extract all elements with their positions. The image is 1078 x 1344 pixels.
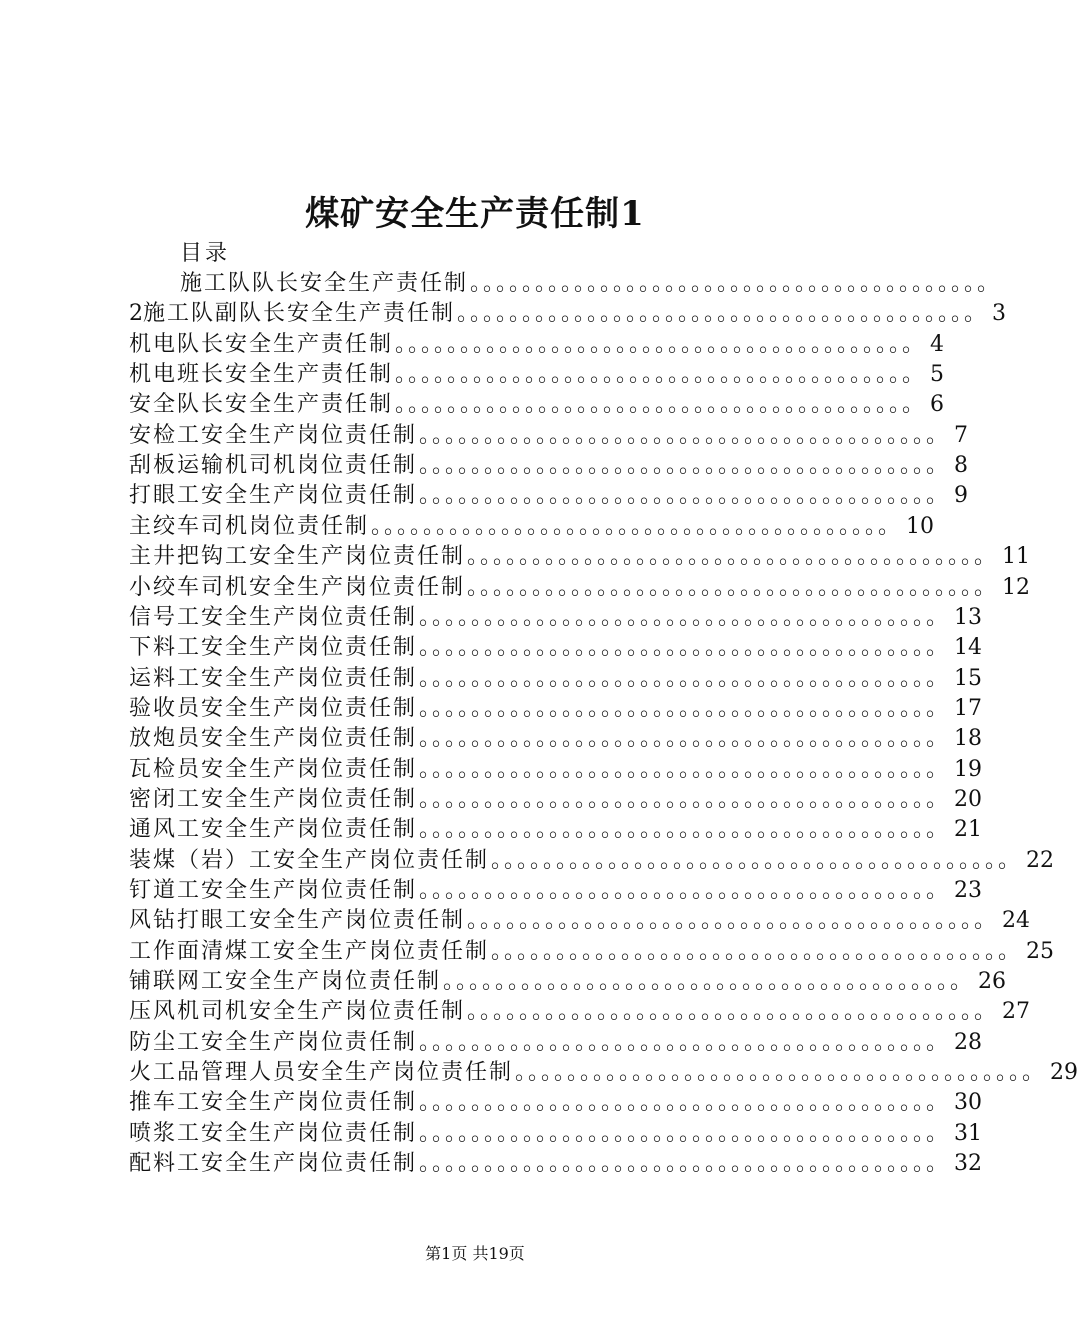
toc-entry-leader-dots: 。。。。。。。。。。。。。。。。。。。。。。。。。。。。。。。。。。。。。。。。 bbox=[419, 817, 951, 842]
toc-entry[interactable] bbox=[129, 573, 1031, 603]
toc-entry-label: 安检工安全生产岗位责任制 bbox=[129, 423, 418, 448]
toc-entry-page-number: 19 bbox=[954, 757, 983, 782]
toc-entry[interactable] bbox=[129, 724, 983, 754]
toc-entry-page-number: 30 bbox=[954, 1090, 983, 1115]
toc-entry[interactable] bbox=[129, 906, 1031, 936]
toc-entry-leader-dots: 。。。。。。。。。。。。。。。。。。。。。。。。。。。。。。。。。。。。。。。。 bbox=[419, 1151, 951, 1176]
toc-entry-page-number: 24 bbox=[1002, 908, 1031, 933]
toc-entry-label: 下料工安全生产岗位责任制 bbox=[129, 635, 418, 660]
toc-entry-label: 信号工安全生产岗位责任制 bbox=[129, 605, 418, 630]
toc-entry[interactable] bbox=[129, 330, 945, 360]
toc-entry-leader-dots: 。。。。。。。。。。。。。。。。。。。。。。。。。。。。。。。。。。。。。。。。 bbox=[419, 726, 951, 751]
toc-entry-label: 压风机司机安全生产岗位责任制 bbox=[129, 999, 466, 1024]
toc-entry[interactable] bbox=[129, 937, 1055, 967]
toc-entry-page-number: 27 bbox=[1002, 999, 1031, 1024]
toc-entry-page-number: 31 bbox=[954, 1121, 983, 1146]
toc-entry[interactable] bbox=[129, 481, 969, 511]
toc-entry-leader-dots: 。。。。。。。。。。。。。。。。。。。。。。。。。。。。。。。。。。。。。。。。 bbox=[457, 301, 989, 326]
toc-entry-page-number: 5 bbox=[930, 362, 945, 387]
toc-entry-label: 施工队副队长安全生产责任制 bbox=[143, 301, 456, 326]
toc-entry-page-number: 28 bbox=[954, 1030, 983, 1055]
toc-entry-leader-dots: 。。。。。。。。。。。。。。。。。。。。。。。。。。。。。。。。。。。。。。。。 bbox=[419, 757, 951, 782]
toc-entry[interactable] bbox=[129, 785, 983, 815]
toc-entry-leader-dots: 。。。。。。。。。。。。。。。。。。。。。。。。。。。。。。。。。。。。。。。。 bbox=[419, 635, 951, 660]
toc-entry-label: 施工队队长安全生产责任制 bbox=[180, 271, 469, 296]
toc-entry[interactable] bbox=[129, 390, 945, 420]
toc-entry-leader-dots: 。。。。。。。。。。。。。。。。。。。。。。。。。。。。。。。。。。。。。。。。 bbox=[419, 696, 951, 721]
toc-entry-label: 风钻打眼工安全生产岗位责任制 bbox=[129, 908, 466, 933]
toc-entry-leader-dots: 。。。。。。。。。。。。。。。。。。。。。。。。。。。。。。。。。。。。。。。。 bbox=[419, 1090, 951, 1115]
toc-entry-page-number: 18 bbox=[954, 726, 983, 751]
toc-entry[interactable] bbox=[180, 269, 1002, 299]
toc-entry-leader-dots: 。。。。。。。。。。。。。。。。。。。。。。。。。。。。。。。。。。。。。。。。 bbox=[419, 605, 951, 630]
toc-entry-label: 主绞车司机岗位责任制 bbox=[129, 514, 370, 539]
toc-entry-label: 安全队长安全生产责任制 bbox=[129, 392, 394, 417]
toc-entry-leader-dots: 。。。。。。。。。。。。。。。。。。。。。。。。。。。。。。。。。。。。。。。。 bbox=[371, 514, 903, 539]
toc-entry[interactable] bbox=[129, 997, 1031, 1027]
toc-entry-label: 瓦检员安全生产岗位责任制 bbox=[129, 757, 418, 782]
toc-entry-page-number: 20 bbox=[954, 787, 983, 812]
toc-entry-leader-dots: 。。。。。。。。。。。。。。。。。。。。。。。。。。。。。。。。。。。。。。。。 bbox=[467, 908, 999, 933]
page-footer: 第1页 共19页 bbox=[425, 1244, 525, 1263]
toc-entry[interactable] bbox=[129, 299, 1007, 329]
toc-entry[interactable] bbox=[129, 1119, 983, 1149]
toc-entry[interactable] bbox=[129, 512, 935, 542]
toc-entry-leader-dots: 。。。。。。。。。。。。。。。。。。。。。。。。。。。。。。。。。。。。。。。。 bbox=[470, 271, 1002, 296]
toc-entry-page-number: 3 bbox=[992, 301, 1007, 326]
toc-entry[interactable] bbox=[129, 846, 1055, 876]
toc-entry[interactable] bbox=[129, 967, 1007, 997]
toc-entry-label: 机电班长安全生产责任制 bbox=[129, 362, 394, 387]
toc-entry-label: 配料工安全生产岗位责任制 bbox=[129, 1151, 418, 1176]
toc-entry[interactable] bbox=[129, 633, 983, 663]
toc-entry-page-number: 6 bbox=[930, 392, 945, 417]
toc-entry-label: 验收员安全生产岗位责任制 bbox=[129, 696, 418, 721]
toc-entry-leader-dots: 。。。。。。。。。。。。。。。。。。。。。。。。。。。。。。。。。。。。。。。。 bbox=[419, 1030, 951, 1055]
toc-entry-page-number: 26 bbox=[978, 969, 1007, 994]
toc-entry-leader-dots: 。。。。。。。。。。。。。。。。。。。。。。。。。。。。。。。。。。。。。。。。 bbox=[419, 878, 951, 903]
toc-entry[interactable] bbox=[129, 755, 983, 785]
toc-entry[interactable] bbox=[129, 694, 983, 724]
toc-entry-leader-dots: 。。。。。。。。。。。。。。。。。。。。。。。。。。。。。。。。。。。。。。。。 bbox=[467, 544, 999, 569]
toc-entry-leader-dots: 。。。。。。。。。。。。。。。。。。。。。。。。。。。。。。。。。。。。。。。。 bbox=[419, 483, 951, 508]
toc-entry[interactable] bbox=[129, 360, 945, 390]
toc-entry-label: 主井把钩工安全生产岗位责任制 bbox=[129, 544, 466, 569]
toc-entry-leader-dots: 。。。。。。。。。。。。。。。。。。。。。。。。。。。。。。。。。。。。。。。。 bbox=[395, 332, 927, 357]
toc-entry-page-number: 25 bbox=[1026, 939, 1055, 964]
toc-entry-leader-dots: 。。。。。。。。。。。。。。。。。。。。。。。。。。。。。。。。。。。。。。。。 bbox=[419, 787, 951, 812]
toc-entry[interactable] bbox=[129, 542, 1031, 572]
toc-entry-page-number: 23 bbox=[954, 878, 983, 903]
toc-entry-leader-dots: 。。。。。。。。。。。。。。。。。。。。。。。。。。。。。。。。。。。。。。。。 bbox=[491, 939, 1023, 964]
toc-entry-leader-dots: 。。。。。。。。。。。。。。。。。。。。。。。。。。。。。。。。。。。。。。。。 bbox=[467, 999, 999, 1024]
toc-entry-page-number: 11 bbox=[1002, 544, 1031, 569]
toc-entry-label: 通风工安全生产岗位责任制 bbox=[129, 817, 418, 842]
toc-entry-label: 机电队长安全生产责任制 bbox=[129, 332, 394, 357]
toc-entry-label: 防尘工安全生产岗位责任制 bbox=[129, 1030, 418, 1055]
toc-entry-leader-dots: 。。。。。。。。。。。。。。。。。。。。。。。。。。。。。。。。。。。。。。。。 bbox=[491, 848, 1023, 873]
toc-heading: 目录 bbox=[180, 241, 231, 266]
toc-entry-page-number: 14 bbox=[954, 635, 983, 660]
toc-entry-label: 密闭工安全生产岗位责任制 bbox=[129, 787, 418, 812]
toc-entry[interactable] bbox=[129, 1028, 983, 1058]
toc-entry[interactable] bbox=[129, 1149, 983, 1179]
toc-entry-label: 钉道工安全生产岗位责任制 bbox=[129, 878, 418, 903]
toc-entry-label: 推车工安全生产岗位责任制 bbox=[129, 1090, 418, 1115]
toc-entry-page-number: 17 bbox=[954, 696, 983, 721]
toc-entry-prefix: 2 bbox=[129, 301, 143, 326]
toc-entry[interactable] bbox=[129, 1058, 1078, 1088]
toc-entry-leader-dots: 。。。。。。。。。。。。。。。。。。。。。。。。。。。。。。。。。。。。。。。。 bbox=[467, 575, 999, 600]
toc-entry-label: 小绞车司机安全生产岗位责任制 bbox=[129, 575, 466, 600]
toc-entry-leader-dots: 。。。。。。。。。。。。。。。。。。。。。。。。。。。。。。。。。。。。。。。。 bbox=[419, 423, 951, 448]
toc-entry-page-number: 15 bbox=[954, 666, 983, 691]
toc-entry[interactable] bbox=[129, 603, 983, 633]
document-title: 煤矿安全生产责任制1 bbox=[305, 194, 645, 234]
toc-entry-label: 打眼工安全生产岗位责任制 bbox=[129, 483, 418, 508]
toc-entry-page-number: 4 bbox=[930, 332, 945, 357]
toc-entry-label: 铺联网工安全生产岗位责任制 bbox=[129, 969, 442, 994]
toc-entry[interactable] bbox=[129, 421, 969, 451]
toc-entry-page-number: 8 bbox=[954, 453, 969, 478]
toc-entry-leader-dots: 。。。。。。。。。。。。。。。。。。。。。。。。。。。。。。。。。。。。。。。。 bbox=[443, 969, 975, 994]
toc-entry-leader-dots: 。。。。。。。。。。。。。。。。。。。。。。。。。。。。。。。。。。。。。。。。 bbox=[515, 1060, 1047, 1085]
toc-entry[interactable] bbox=[129, 664, 983, 694]
toc-entry-label: 工作面清煤工安全生产岗位责任制 bbox=[129, 939, 490, 964]
toc-entry-leader-dots: 。。。。。。。。。。。。。。。。。。。。。。。。。。。。。。。。。。。。。。。。 bbox=[395, 392, 927, 417]
toc-entry-page-number: 12 bbox=[1002, 575, 1031, 600]
toc-entry[interactable] bbox=[129, 815, 983, 845]
toc-entry-leader-dots: 。。。。。。。。。。。。。。。。。。。。。。。。。。。。。。。。。。。。。。。。 bbox=[419, 1121, 951, 1146]
toc-entry-page-number: 22 bbox=[1026, 848, 1055, 873]
toc-entry-page-number: 32 bbox=[954, 1151, 983, 1176]
toc-entry-page-number: 29 bbox=[1050, 1060, 1078, 1085]
toc-entry[interactable] bbox=[129, 1088, 983, 1118]
toc-entry-page-number: 21 bbox=[954, 817, 983, 842]
toc-entry-label: 放炮员安全生产岗位责任制 bbox=[129, 726, 418, 751]
toc-entry[interactable] bbox=[129, 451, 969, 481]
toc-entry-page-number: 9 bbox=[954, 483, 969, 508]
toc-entry-page-number: 13 bbox=[954, 605, 983, 630]
toc-entry-leader-dots: 。。。。。。。。。。。。。。。。。。。。。。。。。。。。。。。。。。。。。。。。 bbox=[419, 666, 951, 691]
toc-entry-label: 刮板运输机司机岗位责任制 bbox=[129, 453, 418, 478]
toc-entry-label: 装煤（岩）工安全生产岗位责任制 bbox=[129, 848, 490, 873]
toc-entry-label: 喷浆工安全生产岗位责任制 bbox=[129, 1121, 418, 1146]
toc-entry-leader-dots: 。。。。。。。。。。。。。。。。。。。。。。。。。。。。。。。。。。。。。。。。 bbox=[419, 453, 951, 478]
toc-entry-page-number: 7 bbox=[954, 423, 969, 448]
toc-entry-leader-dots: 。。。。。。。。。。。。。。。。。。。。。。。。。。。。。。。。。。。。。。。。 bbox=[395, 362, 927, 387]
toc-entry-page-number: 10 bbox=[906, 514, 935, 539]
toc-entry[interactable] bbox=[129, 876, 983, 906]
toc-entry-label: 运料工安全生产岗位责任制 bbox=[129, 666, 418, 691]
toc-entry-label: 火工品管理人员安全生产岗位责任制 bbox=[129, 1060, 514, 1085]
